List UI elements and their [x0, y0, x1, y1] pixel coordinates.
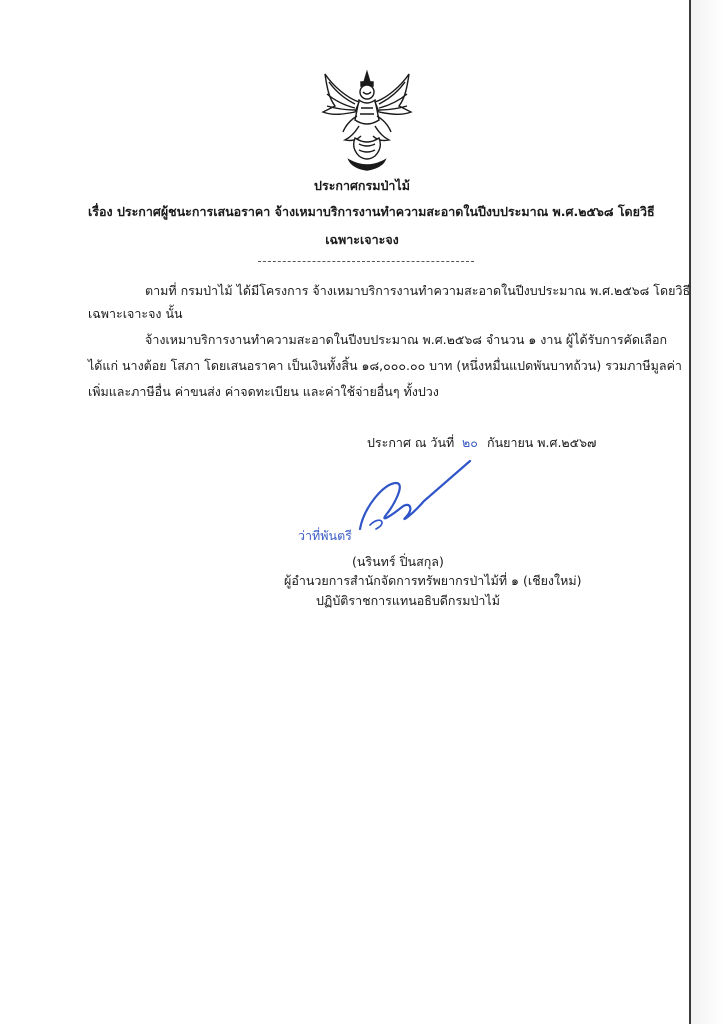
announcement-title: ประกาศกรมป่าไม้	[314, 178, 410, 193]
paragraph-2-line-1: จ้างเหมาบริการงานทำความสะอาดในปีงบประมาณ พ.ศ.๒๕๖๘ จำนวน ๑ งาน ผู้ได้รับการคัดเลือก	[145, 332, 668, 347]
announce-month-year: กันยายน พ.ศ.๒๕๖๗	[487, 435, 597, 450]
signatory-name: (นรินทร์ ปิ่นสกุล)	[352, 554, 444, 569]
signatory-position-2: ปฏิบัติราชการแทนอธิบดีกรมป่าไม้	[316, 593, 500, 608]
signatory-position-1: ผู้อำนวยการสำนักจัดการทรัพยากรป่าไม้ที่ ๑ (เชียงใหม่)	[284, 573, 582, 588]
announce-day: ๒๐	[462, 435, 478, 450]
paragraph-2-line-2: ได้แก่ นางต้อย โสภา โดยเสนอราคา เป็นเงินทั้งสิ้น ๑๘,๐๐๐.๐๐ บาท (หนึ่งหมื่นแปดพันบาทถ้วน) รวมภาษีมูลค่า	[88, 358, 682, 373]
subject-line-1: เรื่อง ประกาศผู้ชนะการเสนอราคา จ้างเหมาบริการงานทำความสะอาดในปีงบประมาณ พ.ศ.๒๕๖๘ โดยวิธี	[88, 204, 655, 219]
garuda-emblem-icon	[319, 68, 415, 172]
paragraph-1-line-1: ตามที่ กรมป่าไม้ ได้มีโครงการ จ้างเหมาบริการงานทำความสะอาดในปีงบประมาณ พ.ศ.๒๕๖๘ โดยวิธี	[145, 283, 691, 298]
handwritten-signature	[340, 455, 480, 545]
page-edge-shade	[691, 0, 724, 1024]
paragraph-2-line-3: เพิ่มและภาษีอื่น ค่าขนส่ง ค่าจดทะเบียน และค่าใช้จ่ายอื่นๆ ทั้งปวง	[88, 384, 439, 399]
signatory-title-prefix: ว่าที่พันตรี	[298, 528, 352, 543]
paragraph-1-line-2: เฉพาะเจาะจง นั้น	[88, 306, 183, 321]
subject-line-2: เฉพาะเจาะจง	[325, 232, 399, 247]
dashed-divider	[258, 261, 474, 262]
announce-prefix: ประกาศ ณ วันที่	[367, 435, 455, 450]
